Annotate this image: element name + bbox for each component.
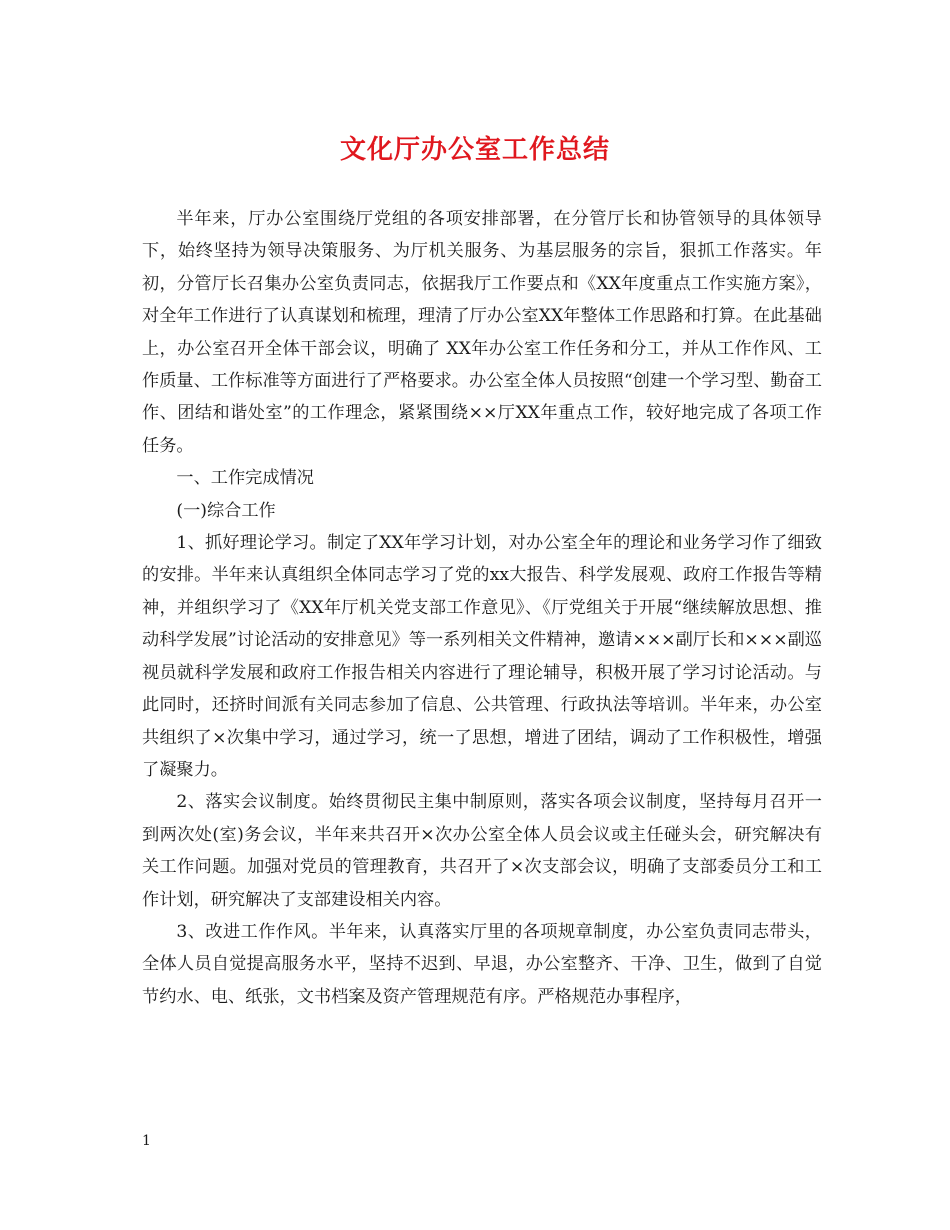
document-title: 文化厅办公室工作总结 <box>339 135 610 165</box>
subsection-heading: (一)综合工作 <box>176 500 276 521</box>
paragraph-work-style: 3、改进工作作风。半年来，认真落实厅里的各项规章制度，办公室负责同志带头，全体人员自觉提高服务水平，坚持不迟到、早退，办公室整齐、干净、卫生，做到了自觉节约水、电、纸张，文书档案及资产管理规范有序。严格规范办事程序， <box>142 921 822 1007</box>
section-heading: 一、工作完成情况 <box>176 468 314 489</box>
paragraph-meeting-system: 2、落实会议制度。始终贯彻民主集中制原则，落实各项会议制度，坚持每月召开一到两次处(室)务会议，半年来共召开×次办公室全体人员会议或主任碰头会，研究解决有关工作问题。加强对党员的管理教育，共召开了×次支部会议，明确了支部委员分工和工作计划，研究解决了支部建设相关内容。 <box>142 792 822 910</box>
page-number: 1 <box>142 1133 151 1149</box>
document-body <box>142 203 822 1013</box>
paragraph-intro: 半年来，厅办公室围绕厅党组的各项安排部署，在分管厅长和协管领导的具体领导下，始终坚持为领导决策服务、为厅机关服务、为基层服务的宗旨，狠抓工作落实。年初，分管厅长召集办公室负责同志，依据我厅工作要点和《XX年度重点工作实施方案》，对全年工作进行了认真谋划和梳理，理清了厅办公室XX年整体工作思路和打算。在此基础上，办公室召开全体干部会议，明确了 XX年办公室工作任务和分工，并从工作作风、工作质量、工作标准等方面进行了严格要求。办公室全体人员按照“创建一个学习型、勤奋工作、团结和谐处室”的工作理念，紧紧围绕××厅XX年重点工作，较好地完成了各项工作任务。 <box>142 209 822 456</box>
paragraph-theory-study: 1、抓好理论学习。制定了XX年学习计划，对办公室全年的理论和业务学习作了细致的安排。半年来认真组织全体同志学习了党的xx大报告、科学发展观、政府工作报告等精神，并组织学习了《XX年厅机关党支部工作意见》、《厅党组关于开展“继续解放思想、推动科学发展”讨论活动的安排意见》等一系列相关文件精神，邀请×××副厅长和×××副巡视员就科学发展和政府工作报告相关内容进行了理论辅导，积极开展了学习讨论活动。与此同时，还挤时间派有关同志参加了信息、公共管理、行政执法等培训。半年来，办公室共组织了×次集中学习，通过学习，统一了思想，增进了团结，调动了工作积极性，增强了凝聚力。 <box>142 533 822 780</box>
